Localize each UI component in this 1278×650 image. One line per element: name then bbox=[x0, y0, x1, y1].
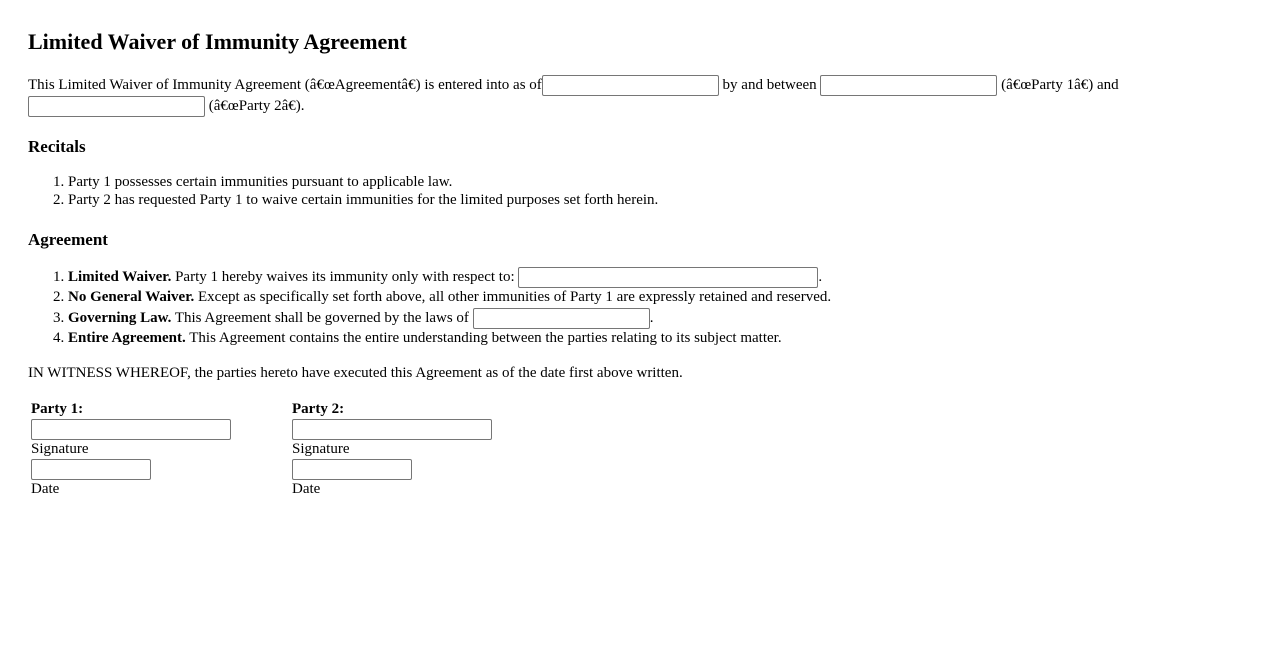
clause-text: Party 1 hereby waives its immunity only with respect to: bbox=[171, 269, 519, 286]
governing-law-input[interactable] bbox=[473, 308, 650, 329]
date-caption: Date bbox=[292, 481, 321, 498]
intro-paragraph bbox=[28, 75, 1218, 117]
signature-caption: Signature bbox=[31, 441, 89, 458]
party-1-label: Party 1: bbox=[31, 401, 84, 418]
party-2-date-input[interactable] bbox=[292, 459, 412, 480]
agreement-date-input[interactable] bbox=[542, 75, 719, 96]
party-2-name-input[interactable] bbox=[28, 96, 205, 117]
agreement-item-limited-waiver bbox=[68, 267, 1250, 288]
clause-suffix: . bbox=[818, 269, 823, 286]
party-2-signature-block bbox=[289, 398, 492, 499]
clause-suffix: . bbox=[649, 309, 654, 326]
party-2-label: Party 2: bbox=[292, 401, 345, 418]
agreement-list bbox=[28, 267, 1250, 348]
clause-label: Limited Waiver. bbox=[68, 269, 172, 286]
clause-label: Governing Law. bbox=[68, 309, 172, 326]
intro-text-1: This Limited Waiver of Immunity Agreement (â€œAgreementâ€) is entered into as of bbox=[28, 77, 542, 93]
signature-table bbox=[28, 398, 492, 499]
agreement-heading: Agreement bbox=[28, 230, 108, 250]
party-1-signature-block bbox=[28, 398, 289, 499]
clause-text: This Agreement shall be governed by the laws of bbox=[171, 309, 473, 326]
date-caption: Date bbox=[31, 481, 60, 498]
clause-label: Entire Agreement. bbox=[68, 329, 186, 346]
waiver-scope-input[interactable] bbox=[518, 267, 818, 288]
party-2-signature-input[interactable] bbox=[292, 419, 492, 440]
agreement-item-no-general-waiver bbox=[68, 288, 1250, 308]
recital-item: 1. Party 1 possesses certain immunities pursuant to applicable law. bbox=[68, 173, 1250, 191]
clause-label: No General Waiver. bbox=[68, 289, 195, 306]
signature-caption: Signature bbox=[292, 441, 350, 458]
party-1-name-input[interactable] bbox=[820, 75, 997, 96]
recital-item: 2. Party 2 has requested Party 1 to waive certain immunities for the limited purposes set forth herein. bbox=[68, 191, 1250, 209]
intro-text-4: (â€œParty 2â€). bbox=[205, 98, 305, 115]
agreement-item-entire-agreement bbox=[68, 329, 1250, 349]
page-title: Limited Waiver of Immunity Agreement bbox=[28, 29, 407, 54]
agreement-item-governing-law bbox=[68, 308, 1250, 329]
party-1-date-input[interactable] bbox=[31, 459, 151, 480]
recitals-heading: Recitals bbox=[28, 137, 86, 157]
clause-text: Except as specifically set forth above, all other immunities of Party 1 are expressly retained and reserved. bbox=[194, 289, 832, 306]
witness-statement: IN WITNESS WHEREOF, the parties hereto have executed this Agreement as of the date first above written. bbox=[28, 365, 683, 382]
party-1-signature-input[interactable] bbox=[31, 419, 231, 440]
intro-text-2: by and between bbox=[718, 77, 821, 93]
clause-text: This Agreement contains the entire understanding between the parties relating to its subject matter. bbox=[185, 329, 782, 346]
intro-text-3: (â€œParty 1â€) and bbox=[997, 77, 1119, 93]
recitals-list bbox=[28, 173, 1250, 209]
